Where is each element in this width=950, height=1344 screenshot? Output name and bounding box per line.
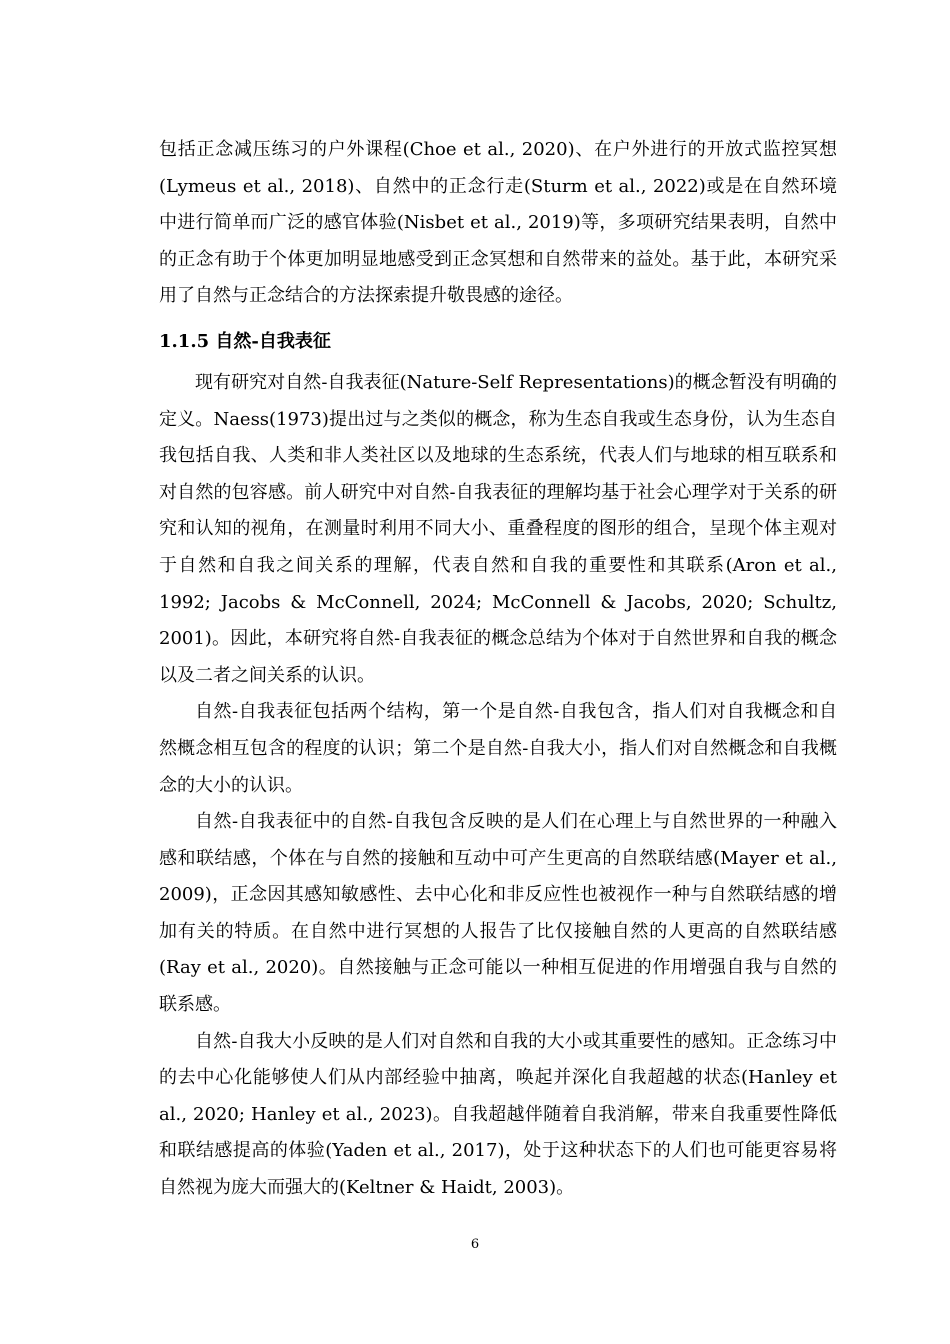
- paragraph-structure: 自然-自我表征包括两个结构，第一个是自然-自我包含，指人们对自我概念和自然概念相互包含的程度的认识；第二个是自然-自我大小，指人们对自然概念和自我概念的大小的认识。: [159, 701, 837, 796]
- page-body: [159, 132, 837, 1207]
- section-heading: 1.1.5 自然-自我表征: [159, 330, 331, 352]
- paragraph-definition: 现有研究对自然-自我表征(Nature-Self Representations)的概念暂没有明确的定义。Naess(1973)提出过与之类似的概念，称为生态自我或生态身份，认为生态自我包括自我、人类和非人类社区以及地球的生态系统，代表人们与地球的相互联系和对自然的包容感。前人研究中对自然-自我表征的理解均基于社会心理学对于关系的研究和认知的视角，在测量时利用不同大小、重叠程度的图形的组合，呈现个体主观对于自然和自我之间关系的理解，代表自然和自我的重要性和其联系(Aron et al., 1992; Jacobs & McConnell, 2024; McConnell & Jacobs, 2020; Schultz, 2001)。因此，本研究将自然-自我表征的概念总结为个体对于自然世界和自我的概念以及二者之间关系的认识。: [159, 371, 837, 686]
- paragraph-size: 自然-自我大小反映的是人们对自然和自我的大小或其重要性的感知。正念练习中的去中心化能够使人们从内部经验中抽离，唤起并深化自我超越的状态(Hanley et al., 2020; Hanley et al., 2023)。自我超越伴随着自我消解，带来自我重要性降低和联结感提高的体验(Yaden et al., 2017)，处于这种状态下的人们也可能更容易将自然视为庞大而强大的(Keltner & Haidt, 2003)。: [159, 1030, 837, 1199]
- page-number: 6: [470, 1237, 480, 1252]
- paragraph-continued: 包括正念减压练习的户外课程(Choe et al., 2020)、在户外进行的开放式监控冥想(Lymeus et al., 2018)、自然中的正念行走(Sturm et al., 2022)或是在自然环境中进行简单而广泛的感官体验(Nisbet et al., 2019)等，多项研究结果表明，自然中的正念有助于个体更加明显地感受到正念冥想和自然带来的益处。基于此，本研究采用了自然与正念结合的方法探索提升敬畏感的途径。: [159, 139, 837, 307]
- paragraph-inclusion: 自然-自我表征中的自然-自我包含反映的是人们在心理上与自然世界的一种融入感和联结感，个体在与自然的接触和互动中可产生更高的自然联结感(Mayer et al., 2009)，正念因其感知敏感性、去中心化和非反应性也被视作一种与自然联结感的增加有关的特质。在自然中进行冥想的人报告了比仅接触自然的人更高的自然联结感(Ray et al., 2020)。自然接触与正念可能以一种相互促进的作用增强自我与自然的联系感。: [159, 811, 837, 1016]
